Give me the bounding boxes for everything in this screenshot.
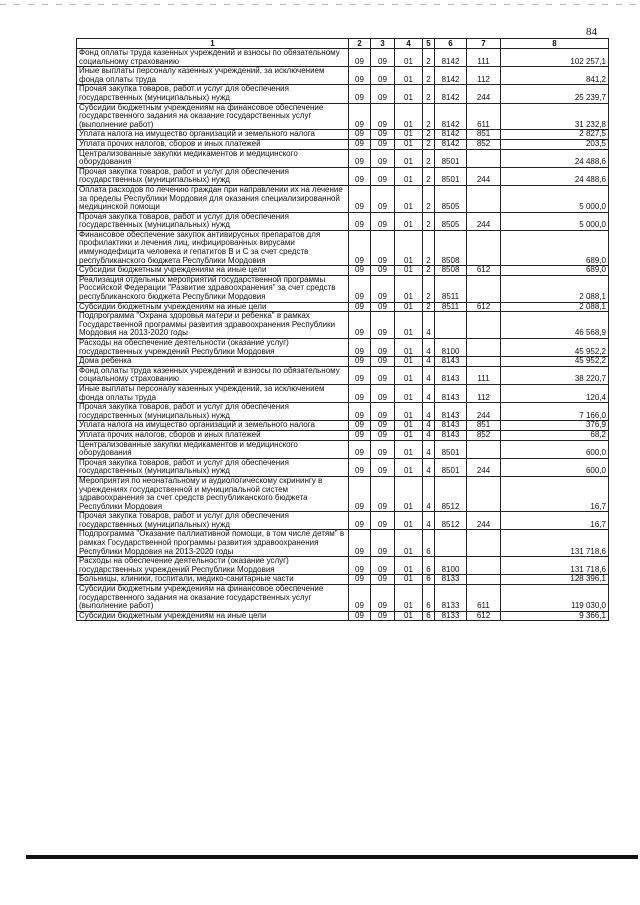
expense-name: Централизованные закупки медикаментов и медицинского оборудования: [77, 440, 349, 458]
cell-vr: 852: [467, 430, 501, 440]
cell-amount: 600,0: [501, 458, 609, 476]
cell-ministry: 09: [349, 312, 371, 339]
cell-section: 09: [371, 366, 395, 384]
cell-subsection: 01: [395, 557, 423, 575]
expense-name: Уплата налога на имущество организаций и земельного налога: [77, 130, 349, 140]
cell-ministry: 09: [349, 230, 371, 265]
cell-amount: 16,7: [501, 512, 609, 530]
expense-name: Субсидии бюджетным учреждениям на иные цели: [77, 266, 349, 276]
cell-ministry: 09: [349, 149, 371, 167]
cell-ministry: 09: [349, 530, 371, 557]
cell-ministry: 09: [349, 384, 371, 402]
cell-section: 09: [371, 530, 395, 557]
cell-ministry: 09: [349, 103, 371, 130]
cell-program: 2: [423, 67, 435, 85]
expense-name: Прочая закупка товаров, работ и услуг для обеспечения государственных (муниципальных) нужд: [77, 212, 349, 230]
cell-subsection: 01: [395, 339, 423, 357]
column-header: 6: [435, 39, 467, 49]
cell-amount: 5 000,0: [501, 185, 609, 212]
cell-section: 09: [371, 312, 395, 339]
cell-target: 8505: [435, 185, 467, 212]
cell-vr: 611: [467, 585, 501, 612]
expense-name: Финансовое обеспечение закупок антивирусных препаратов для профилактики и лечения лиц, инфицированных вирусами иммунодефицита человека и гепатитов В и С за счет средств республиканского бюджета Республики Мордовия: [77, 230, 349, 265]
cell-program: 6: [423, 585, 435, 612]
cell-vr: 244: [467, 403, 501, 421]
cell-vr: 111: [467, 49, 501, 67]
cell-section: 09: [371, 167, 395, 185]
cell-amount: 2 088,1: [501, 302, 609, 312]
cell-target: 8143: [435, 366, 467, 384]
cell-target: 8508: [435, 266, 467, 276]
cell-program: 2: [423, 139, 435, 149]
cell-section: 09: [371, 212, 395, 230]
cell-section: 09: [371, 85, 395, 103]
expense-name: Иные выплаты персоналу казенных учреждений, за исключением фонда оплаты труда: [77, 384, 349, 402]
expense-name: Субсидии бюджетным учреждениям на финансовое обеспечение государственного задания на оказание государственных услуг (выполнение работ): [77, 585, 349, 612]
cell-target: [435, 312, 467, 339]
cell-subsection: 01: [395, 611, 423, 621]
cell-program: 4: [423, 440, 435, 458]
cell-amount: 2 088,1: [501, 275, 609, 302]
cell-ministry: 09: [349, 421, 371, 431]
cell-target: 8143: [435, 403, 467, 421]
cell-vr: 244: [467, 85, 501, 103]
cell-amount: 24 488,6: [501, 149, 609, 167]
expense-name: Фонд оплаты труда казенных учреждений и взносы по обязательному социальному страхованию: [77, 49, 349, 67]
cell-vr: [467, 312, 501, 339]
cell-vr: 111: [467, 366, 501, 384]
cell-program: 6: [423, 611, 435, 621]
cell-ministry: 09: [349, 458, 371, 476]
column-header: 1: [77, 39, 349, 49]
cell-ministry: 09: [349, 302, 371, 312]
cell-vr: [467, 530, 501, 557]
cell-amount: 203,5: [501, 139, 609, 149]
cell-subsection: 01: [395, 230, 423, 265]
table-row: [77, 302, 609, 312]
cell-subsection: 01: [395, 384, 423, 402]
table-row: [77, 530, 609, 557]
cell-target: 8133: [435, 611, 467, 621]
table-row: [77, 430, 609, 440]
expense-name: Подпрограмма "Оказание паллиативной помощи, в том числе детям" в рамках Государственной программы развития здравоохранения Республики Мордовия на 2013-2020 годы: [77, 530, 349, 557]
table-row: [77, 575, 609, 585]
cell-target: 8142: [435, 103, 467, 130]
table-row: [77, 266, 609, 276]
table-row: [77, 403, 609, 421]
expense-name: Дома ребенка: [77, 357, 349, 367]
expense-name: Уплата прочих налогов, сборов и иных платежей: [77, 139, 349, 149]
cell-subsection: 01: [395, 103, 423, 130]
cell-ministry: 09: [349, 585, 371, 612]
cell-subsection: 01: [395, 85, 423, 103]
cell-program: 4: [423, 403, 435, 421]
cell-vr: 244: [467, 167, 501, 185]
cell-program: 2: [423, 103, 435, 130]
table-row: [77, 421, 609, 431]
cell-section: 09: [371, 149, 395, 167]
cell-section: 09: [371, 302, 395, 312]
cell-target: 8143: [435, 430, 467, 440]
cell-vr: 852: [467, 139, 501, 149]
cell-target: 8142: [435, 130, 467, 140]
page-number: 84: [586, 26, 597, 38]
table-row: [77, 440, 609, 458]
cell-program: 4: [423, 476, 435, 511]
expense-name: Уплата прочих налогов, сборов и иных платежей: [77, 430, 349, 440]
cell-vr: [467, 575, 501, 585]
cell-target: 8143: [435, 384, 467, 402]
cell-subsection: 01: [395, 458, 423, 476]
expense-name: Фонд оплаты труда казенных учреждений и взносы по обязательному социальному страхованию: [77, 366, 349, 384]
expense-name: Реализация отдельных мероприятий государственной программы Российской Федерации "Развитие здравоохранения" за счет средств республиканского бюджета Республики Мордовия: [77, 275, 349, 302]
cell-ministry: 09: [349, 557, 371, 575]
cell-target: 8511: [435, 275, 467, 302]
cell-program: 6: [423, 557, 435, 575]
cell-subsection: 01: [395, 366, 423, 384]
cell-section: 09: [371, 230, 395, 265]
cell-section: 09: [371, 67, 395, 85]
expense-name: Субсидии бюджетным учреждениям на иные цели: [77, 302, 349, 312]
table-row: [77, 103, 609, 130]
cell-subsection: 01: [395, 430, 423, 440]
cell-subsection: 01: [395, 312, 423, 339]
cell-section: 09: [371, 421, 395, 431]
cell-program: 2: [423, 275, 435, 302]
table-row: [77, 476, 609, 511]
cell-ministry: 09: [349, 139, 371, 149]
cell-section: 09: [371, 339, 395, 357]
cell-target: 8142: [435, 49, 467, 67]
cell-ministry: 09: [349, 339, 371, 357]
cell-program: 2: [423, 302, 435, 312]
table-body: [77, 49, 609, 621]
cell-subsection: 01: [395, 302, 423, 312]
cell-amount: 5 000,0: [501, 212, 609, 230]
cell-section: 09: [371, 103, 395, 130]
cell-program: 2: [423, 212, 435, 230]
cell-ministry: 09: [349, 185, 371, 212]
cell-amount: 131 718,6: [501, 557, 609, 575]
table-row: [77, 149, 609, 167]
table-row: [77, 557, 609, 575]
cell-amount: 120,4: [501, 384, 609, 402]
table-row: [77, 185, 609, 212]
cell-ministry: 09: [349, 611, 371, 621]
column-header: 7: [467, 39, 501, 49]
cell-section: 09: [371, 275, 395, 302]
table-row: [77, 339, 609, 357]
expense-name: Подпрограмма "Охрана здоровья матери и ребенка" в рамках Государственной программы развития здравоохранения Республики Мордовия на 2013-2020 годы: [77, 312, 349, 339]
expense-name: Оплата расходов по лечению граждан при направлении их на лечение за пределы Республики Мордовия для оказания специализированной медицинской помощи: [77, 185, 349, 212]
cell-amount: 16,7: [501, 476, 609, 511]
cell-target: 8501: [435, 149, 467, 167]
bottom-rule: [26, 855, 638, 859]
cell-program: 4: [423, 366, 435, 384]
cell-target: 8142: [435, 139, 467, 149]
cell-vr: 112: [467, 67, 501, 85]
cell-subsection: 01: [395, 167, 423, 185]
cell-subsection: 01: [395, 275, 423, 302]
cell-amount: 102 257,1: [501, 49, 609, 67]
cell-ministry: 09: [349, 67, 371, 85]
cell-amount: 46 568,9: [501, 312, 609, 339]
cell-vr: 611: [467, 103, 501, 130]
cell-target: 8512: [435, 512, 467, 530]
cell-subsection: 01: [395, 530, 423, 557]
table-row: [77, 49, 609, 67]
cell-section: 09: [371, 476, 395, 511]
cell-section: 09: [371, 49, 395, 67]
table-row: [77, 357, 609, 367]
cell-program: 2: [423, 130, 435, 140]
column-header: 8: [501, 39, 609, 49]
cell-program: 6: [423, 530, 435, 557]
cell-subsection: 01: [395, 440, 423, 458]
cell-amount: 24 488,6: [501, 167, 609, 185]
cell-target: [435, 530, 467, 557]
expense-name: Прочая закупка товаров, работ и услуг для обеспечения государственных (муниципальных) нужд: [77, 167, 349, 185]
cell-program: 4: [423, 339, 435, 357]
cell-program: 4: [423, 458, 435, 476]
cell-vr: [467, 440, 501, 458]
cell-amount: 376,9: [501, 421, 609, 431]
cell-target: 8501: [435, 167, 467, 185]
cell-amount: 131 718,6: [501, 530, 609, 557]
cell-vr: [467, 476, 501, 511]
table-row: [77, 139, 609, 149]
cell-subsection: 01: [395, 403, 423, 421]
cell-subsection: 01: [395, 512, 423, 530]
table-header-row: [77, 39, 609, 49]
cell-target: 8143: [435, 421, 467, 431]
column-header: 2: [349, 39, 371, 49]
cell-amount: 689,0: [501, 230, 609, 265]
expense-name: Иные выплаты персоналу казенных учреждений, за исключением фонда оплаты труда: [77, 67, 349, 85]
table-row: [77, 85, 609, 103]
cell-amount: 9 366,1: [501, 611, 609, 621]
cell-vr: 112: [467, 384, 501, 402]
cell-target: 8142: [435, 67, 467, 85]
expense-name: Прочая закупка товаров, работ и услуг для обеспечения государственных (муниципальных) нужд: [77, 403, 349, 421]
expense-name: Централизованные закупки медикаментов и медицинского оборудования: [77, 149, 349, 167]
cell-target: 8100: [435, 557, 467, 575]
cell-program: 4: [423, 430, 435, 440]
cell-ministry: 09: [349, 575, 371, 585]
cell-target: 8511: [435, 302, 467, 312]
cell-subsection: 01: [395, 266, 423, 276]
cell-ministry: 09: [349, 49, 371, 67]
cell-section: 09: [371, 512, 395, 530]
cell-amount: 25 239,7: [501, 85, 609, 103]
cell-vr: 244: [467, 212, 501, 230]
cell-ministry: 09: [349, 85, 371, 103]
cell-subsection: 01: [395, 139, 423, 149]
cell-vr: 851: [467, 130, 501, 140]
expense-name: Расходы на обеспечение деятельности (оказание услуг) государственных учреждений Республики Мордовия: [77, 557, 349, 575]
table-row: [77, 585, 609, 612]
cell-vr: 851: [467, 421, 501, 431]
cell-program: 2: [423, 85, 435, 103]
column-header: 3: [371, 39, 395, 49]
table-row: [77, 130, 609, 140]
scan-top-edge: [0, 4, 640, 5]
table-row: [77, 167, 609, 185]
cell-target: 8512: [435, 476, 467, 511]
cell-section: 09: [371, 458, 395, 476]
cell-amount: 45 952,2: [501, 357, 609, 367]
cell-section: 09: [371, 430, 395, 440]
cell-vr: [467, 557, 501, 575]
cell-section: 09: [371, 185, 395, 212]
cell-subsection: 01: [395, 421, 423, 431]
cell-target: 8133: [435, 585, 467, 612]
cell-target: 8100: [435, 339, 467, 357]
cell-section: 09: [371, 266, 395, 276]
cell-subsection: 01: [395, 476, 423, 511]
cell-amount: 128 396,1: [501, 575, 609, 585]
cell-vr: [467, 339, 501, 357]
cell-program: 2: [423, 185, 435, 212]
cell-subsection: 01: [395, 585, 423, 612]
cell-vr: [467, 357, 501, 367]
cell-section: 09: [371, 575, 395, 585]
cell-target: 8501: [435, 440, 467, 458]
cell-section: 09: [371, 139, 395, 149]
expense-name: Мероприятия по неонатальному и аудиологическому скринингу в учреждениях государственной и муниципальной систем здравоохранения за счет средств республиканского бюджета Республики Мордовия: [77, 476, 349, 511]
cell-section: 09: [371, 130, 395, 140]
expense-name: Больницы, клиники, госпитали, медико-санитарные части: [77, 575, 349, 585]
cell-amount: 2 827,5: [501, 130, 609, 140]
table-row: [77, 275, 609, 302]
cell-target: 8501: [435, 458, 467, 476]
cell-subsection: 01: [395, 130, 423, 140]
cell-ministry: 09: [349, 366, 371, 384]
cell-ministry: 09: [349, 212, 371, 230]
column-header: 5: [423, 39, 435, 49]
cell-ministry: 09: [349, 130, 371, 140]
cell-amount: 841,2: [501, 67, 609, 85]
expense-name: Прочая закупка товаров, работ и услуг для обеспечения государственных (муниципальных) нужд: [77, 512, 349, 530]
cell-subsection: 01: [395, 49, 423, 67]
cell-amount: 31 232,8: [501, 103, 609, 130]
cell-program: 2: [423, 149, 435, 167]
table-row: [77, 458, 609, 476]
table-row: [77, 384, 609, 402]
cell-target: 8142: [435, 85, 467, 103]
cell-program: 2: [423, 167, 435, 185]
table-row: [77, 312, 609, 339]
cell-section: 09: [371, 611, 395, 621]
cell-subsection: 01: [395, 185, 423, 212]
expense-name: Уплата налога на имущество организаций и земельного налога: [77, 421, 349, 431]
cell-amount: 68,2: [501, 430, 609, 440]
table-row: [77, 611, 609, 621]
cell-section: 09: [371, 403, 395, 421]
cell-target: 8508: [435, 230, 467, 265]
cell-program: 2: [423, 266, 435, 276]
cell-amount: 45 952,2: [501, 339, 609, 357]
cell-ministry: 09: [349, 266, 371, 276]
cell-program: 4: [423, 357, 435, 367]
cell-subsection: 01: [395, 575, 423, 585]
table-row: [77, 230, 609, 265]
cell-program: 4: [423, 384, 435, 402]
cell-vr: 612: [467, 266, 501, 276]
expense-name: Расходы на обеспечение деятельности (оказание услуг) государственных учреждений Республики Мордовия: [77, 339, 349, 357]
cell-target: 8505: [435, 212, 467, 230]
cell-program: 2: [423, 230, 435, 265]
expense-name: Прочая закупка товаров, работ и услуг для обеспечения государственных (муниципальных) нужд: [77, 458, 349, 476]
cell-vr: 244: [467, 458, 501, 476]
cell-target: 8143: [435, 357, 467, 367]
expense-name: Субсидии бюджетным учреждениям на финансовое обеспечение государственного задания на оказание государственных услуг (выполнение работ): [77, 103, 349, 130]
cell-ministry: 09: [349, 430, 371, 440]
cell-section: 09: [371, 585, 395, 612]
cell-amount: 119 030,0: [501, 585, 609, 612]
cell-program: 4: [423, 421, 435, 431]
budget-table: [76, 38, 609, 621]
cell-ministry: 09: [349, 440, 371, 458]
cell-section: 09: [371, 440, 395, 458]
table-row: [77, 212, 609, 230]
cell-amount: 7 166,0: [501, 403, 609, 421]
cell-vr: 612: [467, 611, 501, 621]
cell-vr: [467, 149, 501, 167]
cell-section: 09: [371, 557, 395, 575]
cell-amount: 689,0: [501, 266, 609, 276]
cell-subsection: 01: [395, 67, 423, 85]
cell-ministry: 09: [349, 167, 371, 185]
cell-ministry: 09: [349, 403, 371, 421]
cell-program: 4: [423, 312, 435, 339]
column-header: 4: [395, 39, 423, 49]
cell-section: 09: [371, 357, 395, 367]
cell-program: 2: [423, 49, 435, 67]
cell-amount: 600,0: [501, 440, 609, 458]
table-row: [77, 67, 609, 85]
cell-target: 8133: [435, 575, 467, 585]
cell-vr: 244: [467, 512, 501, 530]
expense-name: Прочая закупка товаров, работ и услуг для обеспечения государственных (муниципальных) нужд: [77, 85, 349, 103]
cell-program: 4: [423, 512, 435, 530]
cell-program: 6: [423, 575, 435, 585]
cell-subsection: 01: [395, 149, 423, 167]
cell-ministry: 09: [349, 476, 371, 511]
cell-vr: 612: [467, 302, 501, 312]
cell-section: 09: [371, 384, 395, 402]
cell-vr: [467, 230, 501, 265]
cell-amount: 38 220,7: [501, 366, 609, 384]
table-row: [77, 366, 609, 384]
table-row: [77, 512, 609, 530]
cell-subsection: 01: [395, 212, 423, 230]
cell-vr: [467, 275, 501, 302]
cell-ministry: 09: [349, 275, 371, 302]
cell-vr: [467, 185, 501, 212]
cell-ministry: 09: [349, 512, 371, 530]
expense-name: Субсидии бюджетным учреждениям на иные цели: [77, 611, 349, 621]
cell-ministry: 09: [349, 357, 371, 367]
cell-subsection: 01: [395, 357, 423, 367]
